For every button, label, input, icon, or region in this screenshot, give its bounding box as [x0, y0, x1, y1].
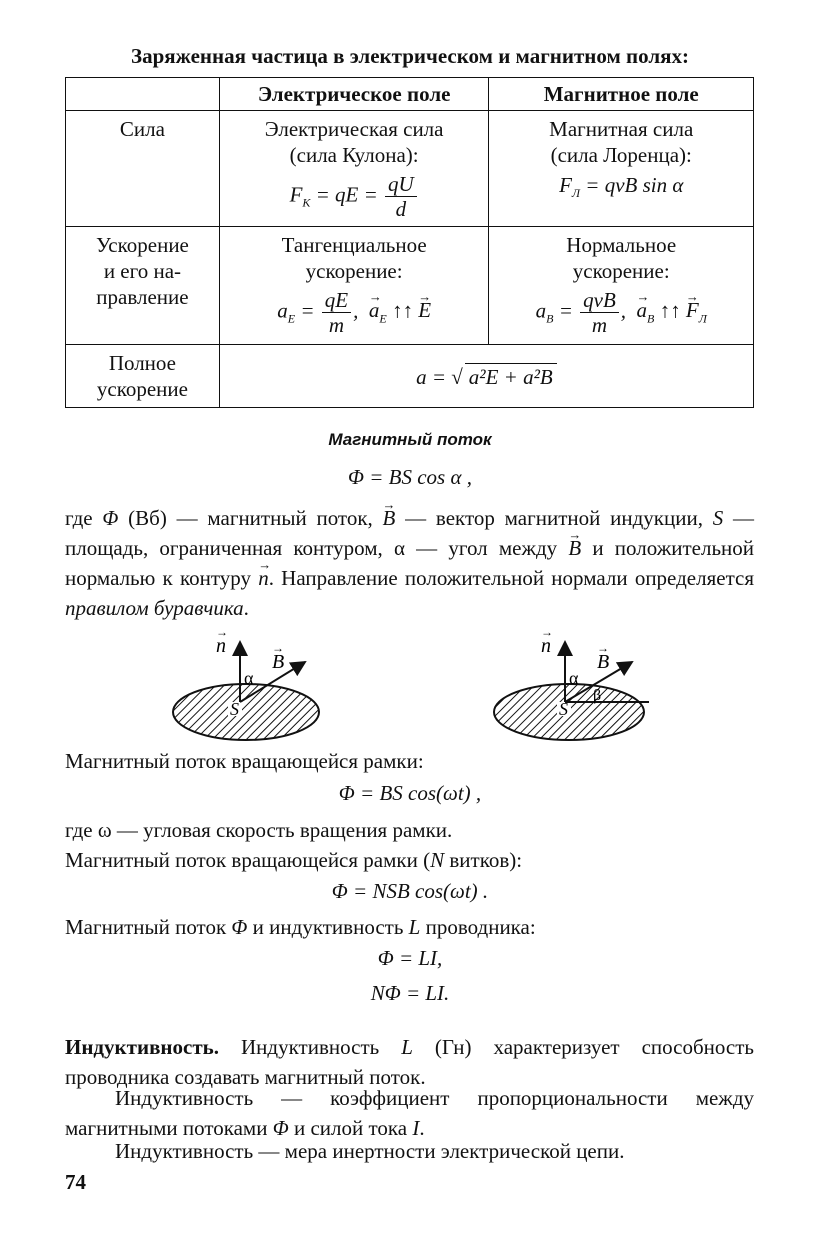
tangential-lhs: a [277, 298, 288, 323]
cell-total-acceleration [219, 345, 753, 408]
total-radicand: a²E + a²B [465, 363, 557, 390]
normal-title: Нормальное [566, 233, 677, 257]
rotating-frame-text: Магнитный поток вращающейся рамки: [65, 749, 424, 773]
label-n: n [541, 635, 551, 657]
text: — угол между [404, 536, 569, 560]
formula-nli: NΦ = LI. [370, 981, 450, 1005]
tangential-lhs-sub: E [287, 311, 296, 326]
i-symbol: I [412, 1116, 420, 1140]
acceleration-label-line3: правление [96, 285, 189, 309]
flux-definition-paragraph [65, 503, 754, 623]
electric-force-title: Электрическая сила [264, 117, 444, 141]
text: (Гн) характеризует способность проводника создавать магнитный поток. [65, 1035, 755, 1089]
coulomb-formula [290, 172, 419, 221]
text: проводника: [420, 915, 536, 939]
text: где [65, 506, 103, 530]
label-n: n [216, 635, 226, 657]
total-lhs: a = [416, 364, 452, 389]
lorentz-rhs: = qvB sin α [580, 173, 684, 197]
tangential-formula: $a_E$ = $\frac{qE}{m}$ , → $a_E$ ↑↑ → E [277, 288, 431, 337]
n-symbol: N [430, 848, 445, 872]
n-vector: → n [258, 563, 269, 593]
row-label-total [66, 345, 220, 408]
label-beta: β [593, 687, 602, 704]
header-electric-field: Электрическое поле [219, 78, 489, 111]
b-vector: → B [568, 533, 581, 563]
parallel-arrows-icon: ↑↑ [391, 298, 413, 323]
text: . Направление положительной нормали определяется [268, 566, 754, 590]
normal-fraction [580, 288, 619, 337]
electric-force-subtitle: (сила Кулона): [289, 143, 419, 167]
tangential-dir-sub: E [379, 311, 387, 326]
coulomb-denominator: d [395, 197, 407, 221]
formula-rotating-n: Φ = NSB cos(ωt) . [331, 879, 489, 903]
vector-arrow-icon: → [597, 641, 609, 655]
gimlet-rule: правилом буравчика [65, 596, 244, 620]
coulomb-fraction [385, 172, 417, 221]
table-row-force [66, 111, 754, 227]
cell-magnetic-force [489, 111, 754, 227]
normal-denominator: m [591, 313, 608, 337]
phi-symbol: Φ [272, 1116, 289, 1140]
rotating-n-text [65, 845, 754, 875]
normal-lhs: a [535, 298, 547, 323]
tangential-numerator: qE [322, 288, 351, 313]
b-vector: → B [383, 503, 396, 533]
parallel-arrows-icon: ↑↑ [659, 298, 681, 323]
tangential-subtitle: ускорение: [305, 259, 403, 283]
lorentz-force-sub: Л [698, 311, 707, 326]
coulomb-mid: = qE = [310, 182, 384, 207]
electric-field-vector: → E [418, 297, 431, 323]
tangential-fraction [322, 288, 351, 337]
contour-ellipse [173, 684, 319, 740]
alpha-symbol: α [393, 536, 405, 560]
acceleration-label-line1: Ускорение [95, 233, 189, 257]
omega-text [65, 815, 754, 845]
inductance-text [65, 912, 754, 942]
label-s: S [559, 699, 568, 719]
tangential-denominator: m [328, 313, 345, 337]
phi-symbol: Φ [102, 506, 119, 530]
table-row-total [66, 345, 754, 408]
magnetic-force-title: Магнитная сила [549, 117, 694, 141]
vector-arrow-icon: → [216, 630, 228, 639]
page-number: 74 [65, 1170, 86, 1194]
text: — угловая скорость вращения рамки. [111, 818, 453, 842]
normal-subtitle: ускорение: [572, 259, 670, 283]
lorentz-force-vector: → F [686, 297, 699, 323]
inductance-coefficient [65, 1083, 754, 1143]
formula-flux: Φ = BS cos α , [347, 465, 472, 489]
sqrt-icon: √ [451, 364, 463, 389]
l-symbol: L [401, 1035, 413, 1059]
text: (Вб) — магнитный поток, [118, 506, 383, 530]
coulomb-numerator: qU [385, 172, 417, 197]
coulomb-lhs: F [289, 182, 303, 207]
text: Магнитный поток [65, 915, 232, 939]
cell-electric-acceleration [219, 227, 489, 345]
label-s: S [230, 699, 239, 719]
table-caption: Заряженная частица в электрическом и магнитном полях: [131, 44, 689, 68]
label-alpha: α [244, 668, 254, 688]
total-label-line1: Полное [108, 351, 176, 375]
table-header-row [66, 78, 754, 111]
text: и положительной нормалью к контуру [65, 536, 755, 590]
total-label-line2: ускорение [96, 377, 188, 401]
text: где [65, 818, 98, 842]
text: и силой тока [288, 1116, 413, 1140]
text: Индуктивность [219, 1035, 402, 1059]
row-label-force: Сила [66, 111, 220, 227]
inductance-measure: Индуктивность — мера инертности электрической цепи. [115, 1139, 625, 1163]
label-b: B [272, 651, 285, 673]
text: Магнитный поток вращающейся рамки ( [65, 848, 431, 872]
coulomb-lhs-sub: К [302, 195, 311, 210]
normal-formula: $a_B$ = $\frac{\text{qvB}}{m}$ , → $a_B$ ↑↑ → $F_Л$ [536, 288, 707, 337]
row-label-acceleration [66, 227, 220, 345]
bold-term: Индуктивность. [65, 1035, 220, 1059]
magnetic-force-subtitle: (сила Лоренца): [550, 143, 692, 167]
text: . [419, 1116, 425, 1140]
text: и индуктивность [247, 915, 409, 939]
flux-figure-left [160, 630, 360, 745]
formula-li: Φ = LI, [377, 946, 443, 970]
vector-arrow-icon: → [272, 641, 284, 655]
s-symbol: S [712, 506, 724, 530]
omega-symbol: ω [97, 818, 112, 842]
cell-electric-force [219, 111, 489, 227]
normal-dir-vector: → a [637, 297, 648, 323]
header-empty-cell [66, 78, 220, 111]
text: . [243, 596, 249, 620]
lorentz-formula [559, 172, 683, 206]
normal-lhs-sub: B [546, 311, 554, 326]
phi-symbol: Φ [231, 915, 248, 939]
text: — вектор магнитной индукции, [395, 506, 713, 530]
text: витков): [444, 848, 523, 872]
particle-fields-table [65, 77, 754, 408]
normal-dir-sub: B [647, 311, 655, 326]
normal-numerator: qvB [580, 288, 619, 313]
flux-figure-right [487, 630, 687, 745]
lorentz-lhs: F [559, 173, 572, 197]
vector-arrow-icon: → [541, 630, 553, 639]
text: — площадь, ограниченная контуром, [65, 506, 755, 560]
tangential-title: Тангенциальное [281, 233, 427, 257]
label-alpha: α [569, 668, 579, 688]
table-row-acceleration [66, 227, 754, 345]
tangential-dir-vector: → a [369, 297, 380, 323]
lorentz-lhs-sub: Л [571, 186, 581, 201]
section-title: Магнитный поток [328, 430, 492, 449]
formula-rotating: Φ = BS cos(ωt) , [338, 781, 482, 805]
header-magnetic-field: Магнитное поле [489, 78, 754, 111]
l-symbol: L [408, 915, 421, 939]
label-b: B [597, 651, 610, 673]
acceleration-label-line2: и его на- [103, 259, 182, 283]
cell-magnetic-acceleration [489, 227, 754, 345]
text: Индуктивность — коэффициент пропорциональности между магнитными потоками [65, 1086, 754, 1140]
